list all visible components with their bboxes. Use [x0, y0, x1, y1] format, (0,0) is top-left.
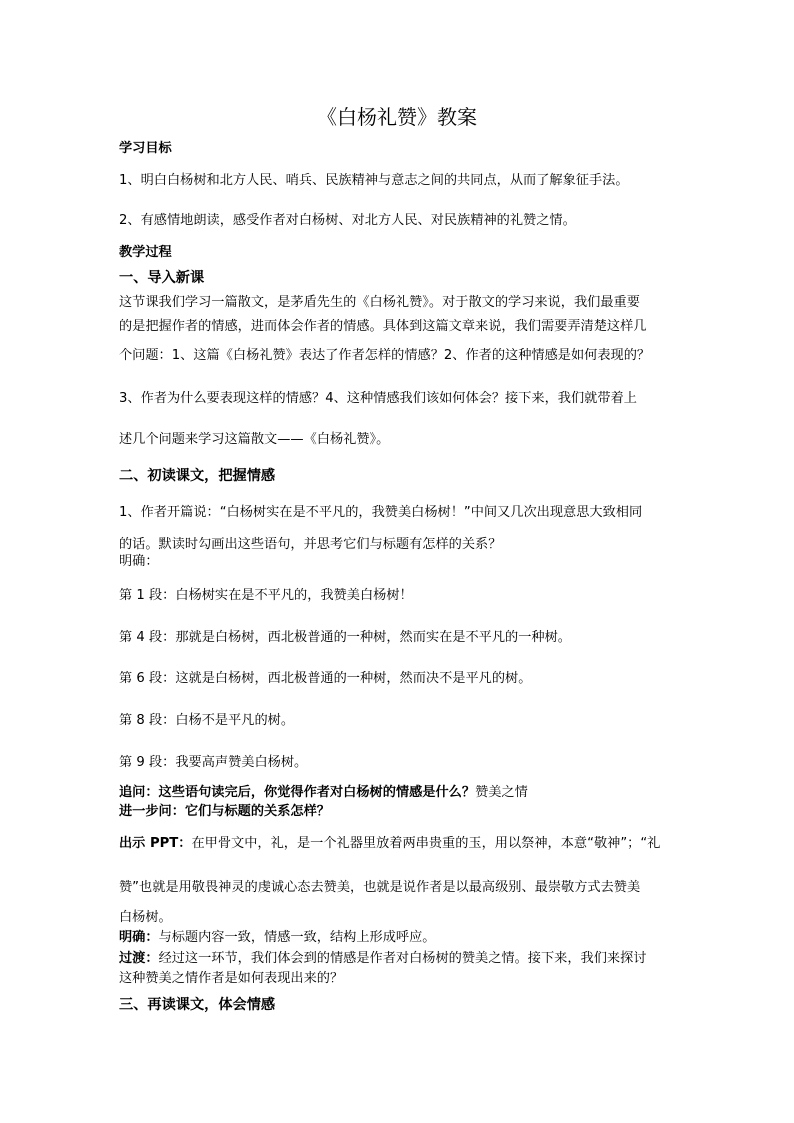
paragraph-line: 这节课我们学习一篇散文，是茅盾先生的《白杨礼赞》。对于散文的学习来说，我们最重要 [119, 295, 640, 310]
section-heading-process: 教学过程 [119, 245, 172, 260]
quote-line: 第 8 段：白杨不是平凡的树。 [119, 713, 295, 728]
section-heading-objectives: 学习目标 [119, 141, 172, 156]
paragraph-line: 3、作者为什么要表现这样的情感？4、这种情感我们该如何体会？接下来，我们就带着上 [119, 391, 637, 406]
paragraph-line: 明确： [119, 554, 159, 569]
paragraph-line: 1、作者开篇说：“白杨树实在是不平凡的，我赞美白杨树！”中间又几次出现意思大致相同 [119, 505, 643, 520]
transition-text: 经过这一环节，我们体会到的情感是作者对白杨树的赞美之情。接下来，我们来探讨 [158, 951, 647, 966]
paragraph-line: 个问题：1、这篇《白杨礼赞》表达了作者怎样的情感？2、作者的这种情感是如何表现的？ [119, 348, 651, 363]
paragraph-line: 白杨树。 [119, 910, 172, 925]
heading-intro: 一、导入新课 [119, 270, 205, 286]
followup-answer: 赞美之情 [475, 785, 528, 800]
transition-paragraph [119, 950, 689, 968]
quote-line: 第 6 段：这就是白杨树，西北极普通的一种树，然而决不是平凡的树。 [119, 671, 532, 686]
document-title: 《白杨礼赞》教案 [317, 105, 477, 129]
clarify-label: 明确： [119, 930, 159, 945]
quote-line: 第 9 段：我要高声赞美白杨树。 [119, 755, 308, 770]
paragraph-line: 2、有感情地朗读，感受作者对白杨树、对北方人民、对民族精神的礼赞之情。 [119, 213, 576, 228]
quote-line: 第 4 段：那就是白杨树，西北极普通的一种树，然而实在是不平凡的一种树。 [119, 630, 571, 645]
paragraph-line: 1、明白白杨树和北方人民、哨兵、民族精神与意志之间的共同点，从而了解象征手法。 [119, 173, 629, 188]
paragraph-line: 的是把握作者的情感，进而体会作者的情感。具体到这篇文章来说，我们需要弄清楚这样几 [119, 319, 647, 334]
paragraph-line: 的话。默读时勾画出这些语句，并思考它们与标题有怎样的关系？ [119, 537, 502, 552]
paragraph-line: 这种赞美之情作者是如何表现出来的？ [119, 971, 344, 986]
followup-question [119, 784, 689, 802]
ppt-label: 出示 PPT： [119, 836, 192, 851]
ppt-paragraph [119, 835, 689, 853]
ppt-text: 在甲骨文中，礼，是一个礼器里放着两串贵重的玉，用以祭神，本意“敬神”；“礼 [191, 836, 661, 851]
paragraph-line: 述几个问题来学习这篇散文——《白杨礼赞》。 [119, 432, 390, 447]
followup-label: 追问：这些语句读完后，你觉得作者对白杨树的情感是什么？ [119, 785, 476, 800]
paragraph-line: 赞”也就是用敬畏神灵的虔诚心态去赞美，也就是说作者是以最高级别、最崇敬方式去赞美 [119, 880, 641, 895]
further-question: 进一步问：它们与标题的关系怎样？ [119, 804, 330, 819]
transition-label: 过渡： [119, 951, 159, 966]
clarify-paragraph [119, 929, 689, 947]
heading-second-reading: 三、再读课文，体会情感 [119, 997, 276, 1013]
heading-first-reading: 二、初读课文，把握情感 [119, 468, 276, 484]
clarify-text: 与标题内容一致，情感一致，结构上形成呼应。 [158, 930, 436, 945]
quote-line: 第 1 段：白杨树实在是不平凡的，我赞美白杨树！ [119, 588, 413, 603]
